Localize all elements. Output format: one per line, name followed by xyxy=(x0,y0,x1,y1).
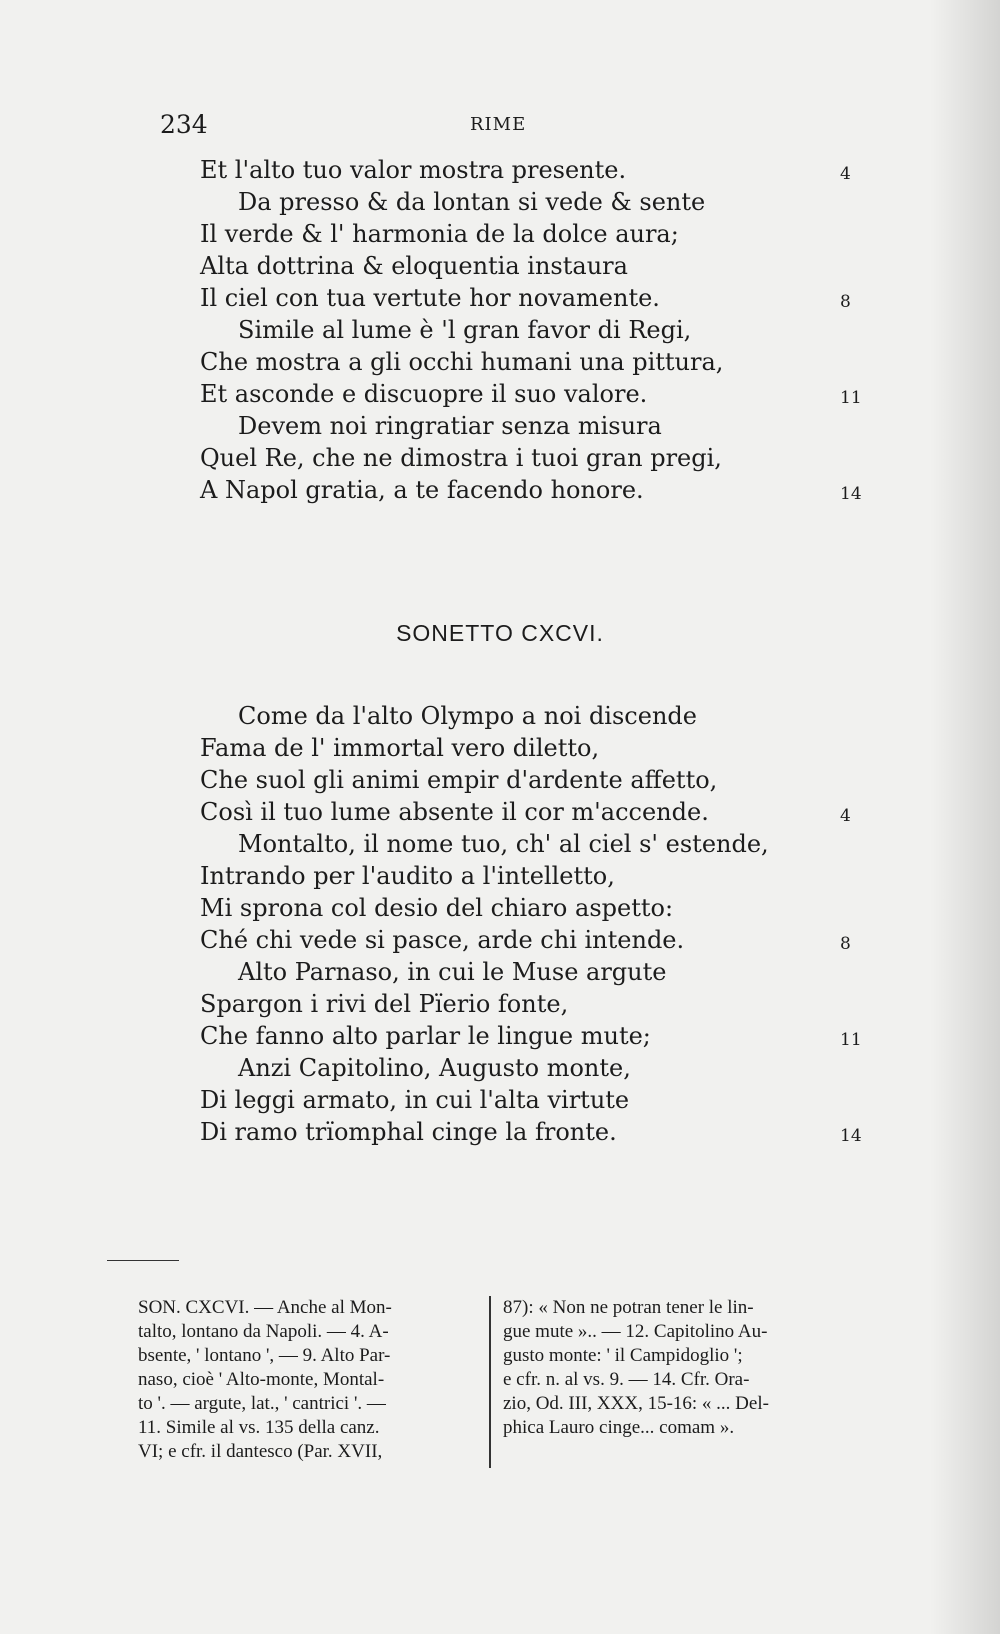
verse-line xyxy=(200,1084,840,1116)
verse-line xyxy=(200,732,840,764)
footnote-line: VI; e cfr. il dantesco (Par. XVII, xyxy=(138,1441,383,1462)
verse-text: Et asconde e discuopre il suo valore. xyxy=(200,380,648,408)
footnote-line: e cfr. n. al vs. 9. — 14. Cfr. Ora- xyxy=(503,1369,750,1390)
line-number: 14 xyxy=(840,484,862,504)
verse-line xyxy=(200,410,840,442)
footnote-line: bsente, ' lontano ', — 9. Alto Par- xyxy=(138,1345,391,1366)
verse-text: Ché chi vede si pasce, arde chi intende. xyxy=(200,926,685,954)
verse-text: Montalto, il nome tuo, ch' al ciel s' estende, xyxy=(238,830,769,858)
verse-line xyxy=(200,924,851,956)
verse-text: Di ramo trïomphal cinge la fronte. xyxy=(200,1118,617,1146)
verse-line xyxy=(200,700,840,732)
verse-text: Che fanno alto parlar le lingue mute; xyxy=(200,1022,651,1050)
footnote-line: naso, cioè ' Alto-monte, Montal- xyxy=(138,1369,385,1390)
verse-text: Simile al lume è 'l gran favor di Regi, xyxy=(238,316,692,344)
footnote-line: SON. CXCVI. — Anche al Mon- xyxy=(138,1297,392,1318)
verse-text: Mi sprona col desio del chiaro aspetto: xyxy=(200,894,674,922)
verse-line xyxy=(200,764,840,796)
verse-line xyxy=(200,828,840,860)
verse-text: Alta dottrina & eloquentia instaura xyxy=(200,252,628,280)
line-number: 4 xyxy=(840,164,851,184)
verse-line xyxy=(200,250,840,282)
poem-continuation xyxy=(200,154,862,506)
footnote-column-right xyxy=(503,1296,875,1440)
verse-text: Che suol gli animi empir d'ardente affetto, xyxy=(200,766,718,794)
line-number: 14 xyxy=(840,1126,862,1146)
line-number: 8 xyxy=(840,292,851,312)
verse-text: Fama de l' immortal vero diletto, xyxy=(200,734,600,762)
verse-text: Come da l'alto Olympo a noi discende xyxy=(238,702,697,730)
footnote-line: zio, Od. III, XXX, 15-16: « ... Del- xyxy=(503,1393,769,1414)
page-number: 234 xyxy=(160,110,208,139)
footnote-column-left xyxy=(138,1296,478,1464)
verse-line xyxy=(200,218,840,250)
line-number: 11 xyxy=(840,1030,862,1050)
verse-line xyxy=(200,378,862,410)
verse-text: Il ciel con tua vertute hor novamente. xyxy=(200,284,660,312)
footnotes xyxy=(0,1296,1000,1496)
line-number: 4 xyxy=(840,806,851,826)
sonnet-cxcvi xyxy=(200,700,862,1148)
footnote-line: phica Lauro cinge... comam ». xyxy=(503,1417,735,1438)
footnote-line: to '. — argute, lat., ' cantrici '. — xyxy=(138,1393,386,1414)
verse-line xyxy=(200,282,851,314)
verse-line xyxy=(200,796,851,828)
verse-text: Intrando per l'audito a l'intelletto, xyxy=(200,862,615,890)
footnote-line: 87): « Non ne potran tener le lin- xyxy=(503,1297,754,1318)
verse-text: Et l'alto tuo valor mostra presente. xyxy=(200,156,627,184)
line-number: 8 xyxy=(840,934,851,954)
verse-text: A Napol gratia, a te facendo honore. xyxy=(200,476,644,504)
verse-line xyxy=(200,988,840,1020)
verse-line xyxy=(200,1052,840,1084)
footnote-line: gue mute ».. — 12. Capitolino Au- xyxy=(503,1321,768,1342)
running-head xyxy=(0,110,1000,140)
footnote-line: 11. Simile al vs. 135 della canz. xyxy=(138,1417,380,1438)
verse-line xyxy=(200,186,840,218)
verse-text: Quel Re, che ne dimostra i tuoi gran pregi, xyxy=(200,444,722,472)
sonnet-title: SONETTO CXCVI. xyxy=(396,620,604,646)
verse-line xyxy=(200,860,840,892)
verse-text: Alto Parnaso, in cui le Muse argute xyxy=(238,958,667,986)
verse-text: Da presso & da lontan si vede & sente xyxy=(238,188,706,216)
verse-text: Che mostra a gli occhi humani una pittura, xyxy=(200,348,724,376)
verse-line xyxy=(200,892,840,924)
verse-text: Anzi Capitolino, Augusto monte, xyxy=(238,1054,631,1082)
verse-text: Devem noi ringratiar senza misura xyxy=(238,412,662,440)
footnote-line: gusto monte: ' il Campidoglio '; xyxy=(503,1345,743,1366)
verse-line xyxy=(200,442,840,474)
running-title: RIME xyxy=(470,114,527,135)
line-number: 11 xyxy=(840,388,862,408)
verse-line xyxy=(200,956,840,988)
verse-line xyxy=(200,314,840,346)
column-divider xyxy=(489,1296,491,1468)
verse-text: Così il tuo lume absente il cor m'accende. xyxy=(200,798,709,826)
verse-line xyxy=(200,154,851,186)
verse-line xyxy=(200,474,862,506)
verse-line xyxy=(200,346,840,378)
verse-text: Spargon i rivi del Pïerio fonte, xyxy=(200,990,569,1018)
verse-line xyxy=(200,1116,862,1148)
verse-line xyxy=(200,1020,862,1052)
footnote-line: talto, lontano da Napoli. — 4. A- xyxy=(138,1321,389,1342)
verse-text: Di leggi armato, in cui l'alta virtute xyxy=(200,1086,630,1114)
footnote-rule xyxy=(107,1260,179,1261)
verse-text: Il verde & l' harmonia de la dolce aura; xyxy=(200,220,679,248)
